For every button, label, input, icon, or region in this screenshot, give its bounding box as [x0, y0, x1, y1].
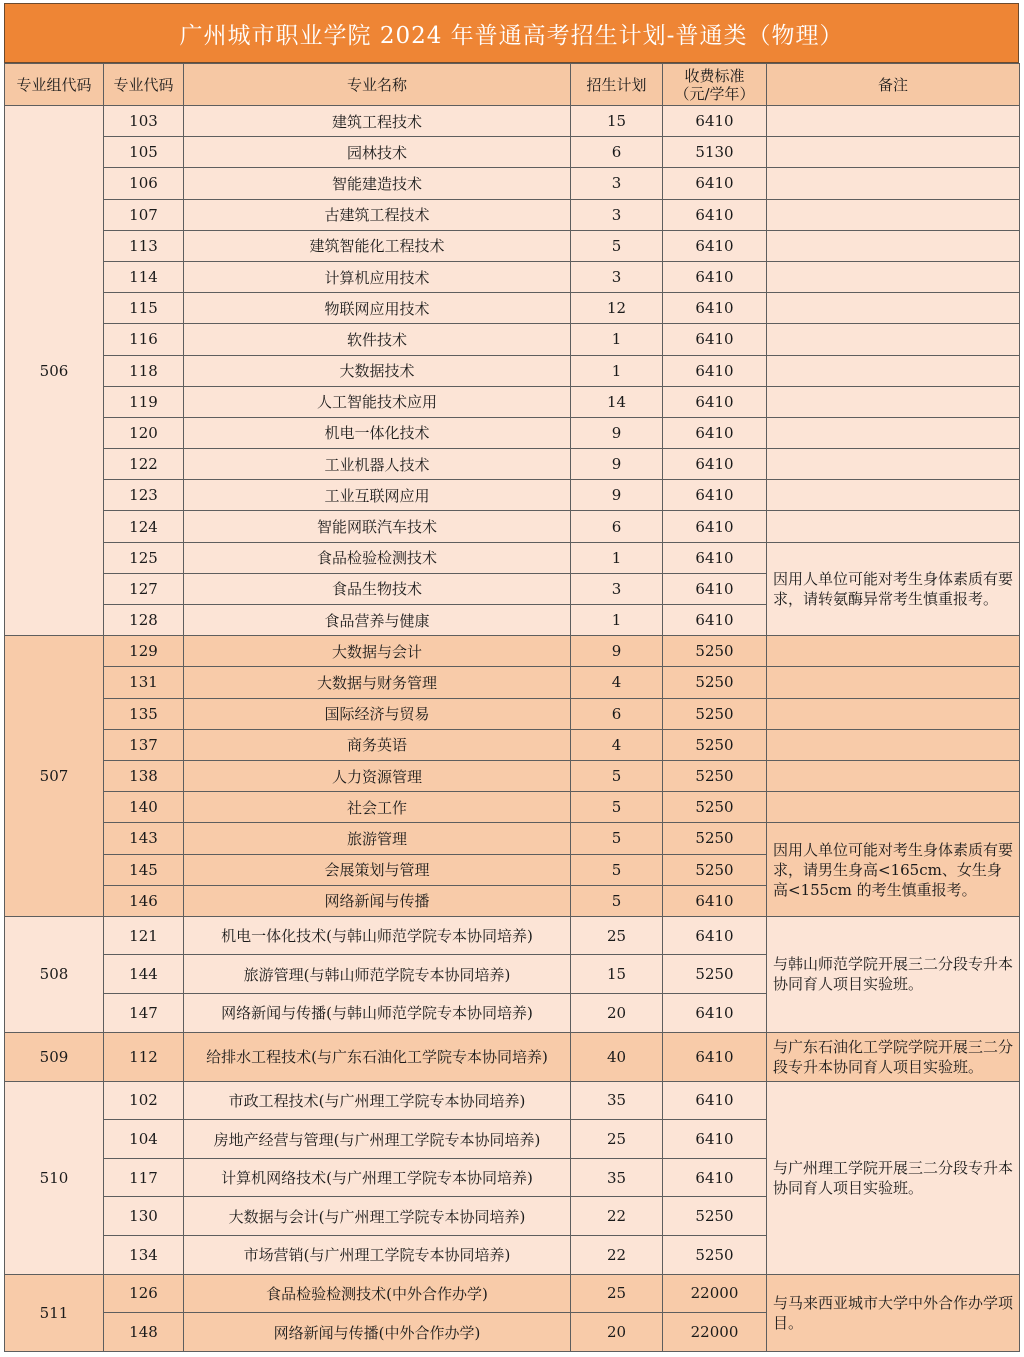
major-code-cell: 127	[104, 573, 184, 604]
fee-cell: 5250	[663, 698, 767, 729]
major-code-cell: 105	[104, 137, 184, 168]
admission-plan-table	[4, 63, 1020, 1352]
remark-cell	[767, 386, 1020, 417]
plan-cell: 22	[571, 1236, 663, 1275]
plan-cell: 6	[571, 698, 663, 729]
major-code-cell: 124	[104, 511, 184, 542]
header-major-code: 专业代码	[104, 64, 184, 106]
major-code-cell: 119	[104, 386, 184, 417]
fee-cell: 5250	[663, 1197, 767, 1236]
fee-cell: 6410	[663, 480, 767, 511]
fee-cell: 5250	[663, 636, 767, 667]
table-row	[5, 480, 1020, 511]
remark-cell: 与广州理工学院开展三二分段专升本协同育人项目实验班。	[767, 1081, 1020, 1274]
header-plan: 招生计划	[571, 64, 663, 106]
remark-cell: 与韩山师范学院开展三二分段专升本协同育人项目实验班。	[767, 916, 1020, 1032]
major-code-cell: 134	[104, 1236, 184, 1275]
major-code-cell: 147	[104, 994, 184, 1033]
page-title: 广州城市职业学院 2024 年普通高考招生计划-普通类（物理）	[4, 3, 1019, 63]
fee-cell: 6410	[663, 324, 767, 355]
remark-cell: 因用人单位可能对考生身体素质有要求，请男生身高<165cm、女生身高<155cm 的考生慎重报考。	[767, 823, 1020, 917]
major-name-cell: 食品生物技术	[184, 573, 571, 604]
major-name-cell: 计算机网络技术(与广州理工学院专本协同培养)	[184, 1158, 571, 1197]
plan-cell: 15	[571, 955, 663, 994]
fee-cell: 6410	[663, 293, 767, 324]
major-name-cell: 市政工程技术(与广州理工学院专本协同培养)	[184, 1081, 571, 1120]
table-row	[5, 199, 1020, 230]
fee-cell: 6410	[663, 355, 767, 386]
plan-cell: 3	[571, 573, 663, 604]
table-row	[5, 698, 1020, 729]
table-body	[5, 106, 1020, 1352]
major-name-cell: 食品检验检测技术	[184, 542, 571, 573]
table-row	[5, 261, 1020, 292]
major-code-cell: 121	[104, 916, 184, 955]
major-name-cell: 给排水工程技术(与广东石油化工学院专本协同培养)	[184, 1032, 571, 1081]
major-code-cell: 107	[104, 199, 184, 230]
plan-cell: 20	[571, 994, 663, 1033]
fee-cell: 5250	[663, 729, 767, 760]
major-code-cell: 104	[104, 1120, 184, 1159]
group-code-cell: 511	[5, 1274, 104, 1351]
plan-cell: 20	[571, 1313, 663, 1352]
fee-cell: 6410	[663, 573, 767, 604]
major-name-cell: 商务英语	[184, 729, 571, 760]
major-code-cell: 140	[104, 792, 184, 823]
major-code-cell: 117	[104, 1158, 184, 1197]
remark-cell	[767, 511, 1020, 542]
plan-cell: 3	[571, 199, 663, 230]
remark-cell	[767, 230, 1020, 261]
major-name-cell: 计算机应用技术	[184, 261, 571, 292]
table-row	[5, 667, 1020, 698]
fee-cell: 22000	[663, 1274, 767, 1313]
major-code-cell: 102	[104, 1081, 184, 1120]
header-fee-line1: 收费标准	[684, 66, 745, 85]
major-name-cell: 工业机器人技术	[184, 449, 571, 480]
table-row	[5, 168, 1020, 199]
table-row	[5, 823, 1020, 854]
major-code-cell: 148	[104, 1313, 184, 1352]
major-code-cell: 129	[104, 636, 184, 667]
major-name-cell: 园林技术	[184, 137, 571, 168]
fee-cell: 6410	[663, 542, 767, 573]
header-fee	[663, 64, 767, 106]
fee-cell: 5250	[663, 823, 767, 854]
major-code-cell: 137	[104, 729, 184, 760]
fee-cell: 5250	[663, 955, 767, 994]
major-name-cell: 建筑智能化工程技术	[184, 230, 571, 261]
fee-cell: 22000	[663, 1313, 767, 1352]
table-row	[5, 293, 1020, 324]
remark-cell: 与马来西亚城市大学中外合作办学项目。	[767, 1274, 1020, 1351]
major-code-cell: 131	[104, 667, 184, 698]
plan-cell: 4	[571, 667, 663, 698]
plan-cell: 5	[571, 230, 663, 261]
table-row	[5, 792, 1020, 823]
plan-cell: 4	[571, 729, 663, 760]
plan-cell: 1	[571, 542, 663, 573]
major-name-cell: 古建筑工程技术	[184, 199, 571, 230]
header-fee-line2: （元/学年）	[674, 84, 755, 103]
plan-cell: 1	[571, 355, 663, 386]
fee-cell: 6410	[663, 386, 767, 417]
major-name-cell: 人工智能技术应用	[184, 386, 571, 417]
table-row	[5, 1274, 1020, 1313]
table-row	[5, 324, 1020, 355]
header-group-code: 专业组代码	[5, 64, 104, 106]
major-name-cell: 建筑工程技术	[184, 106, 571, 137]
table-row	[5, 729, 1020, 760]
remark-cell	[767, 293, 1020, 324]
fee-cell: 6410	[663, 230, 767, 261]
fee-cell: 6410	[663, 449, 767, 480]
fee-cell: 6410	[663, 1081, 767, 1120]
major-name-cell: 网络新闻与传播(与韩山师范学院专本协同培养)	[184, 994, 571, 1033]
remark-cell	[767, 199, 1020, 230]
remark-cell	[767, 449, 1020, 480]
group-code-cell: 508	[5, 916, 104, 1032]
plan-cell: 6	[571, 511, 663, 542]
major-code-cell: 120	[104, 417, 184, 448]
major-name-cell: 会展策划与管理	[184, 854, 571, 885]
remark-cell	[767, 760, 1020, 791]
remark-cell	[767, 168, 1020, 199]
group-code-cell: 510	[5, 1081, 104, 1274]
fee-cell: 5250	[663, 792, 767, 823]
major-code-cell: 112	[104, 1032, 184, 1081]
major-name-cell: 软件技术	[184, 324, 571, 355]
major-name-cell: 旅游管理	[184, 823, 571, 854]
remark-cell	[767, 417, 1020, 448]
plan-cell: 5	[571, 885, 663, 916]
remark-cell: 与广东石油化工学院学院开展三二分段专升本协同育人项目实验班。	[767, 1032, 1020, 1081]
fee-cell: 6410	[663, 885, 767, 916]
remark-cell	[767, 636, 1020, 667]
fee-cell: 6410	[663, 261, 767, 292]
plan-cell: 25	[571, 1274, 663, 1313]
group-code-cell: 506	[5, 106, 104, 636]
fee-cell: 6410	[663, 994, 767, 1033]
remark-cell	[767, 355, 1020, 386]
major-name-cell: 网络新闻与传播	[184, 885, 571, 916]
table-row	[5, 636, 1020, 667]
major-code-cell: 125	[104, 542, 184, 573]
major-name-cell: 食品营养与健康	[184, 605, 571, 636]
table-row	[5, 386, 1020, 417]
remark-cell	[767, 137, 1020, 168]
major-name-cell: 机电一体化技术(与韩山师范学院专本协同培养)	[184, 916, 571, 955]
plan-cell: 3	[571, 168, 663, 199]
major-name-cell: 食品检验检测技术(中外合作办学)	[184, 1274, 571, 1313]
major-name-cell: 机电一体化技术	[184, 417, 571, 448]
plan-cell: 14	[571, 386, 663, 417]
table-row	[5, 916, 1020, 955]
major-name-cell: 智能网联汽车技术	[184, 511, 571, 542]
fee-cell: 6410	[663, 1032, 767, 1081]
fee-cell: 6410	[663, 1158, 767, 1197]
fee-cell: 5250	[663, 854, 767, 885]
fee-cell: 6410	[663, 1120, 767, 1159]
major-code-cell: 113	[104, 230, 184, 261]
fee-cell: 5250	[663, 760, 767, 791]
fee-cell: 5250	[663, 1236, 767, 1275]
table-row	[5, 1032, 1020, 1081]
group-code-cell: 509	[5, 1032, 104, 1081]
plan-cell: 1	[571, 605, 663, 636]
remark-cell	[767, 729, 1020, 760]
major-code-cell: 123	[104, 480, 184, 511]
table-row	[5, 417, 1020, 448]
plan-cell: 3	[571, 261, 663, 292]
plan-cell: 25	[571, 916, 663, 955]
admission-plan-document	[4, 3, 1019, 1352]
remark-cell	[767, 480, 1020, 511]
table-row	[5, 1081, 1020, 1120]
fee-cell: 6410	[663, 168, 767, 199]
major-code-cell: 122	[104, 449, 184, 480]
major-name-cell: 大数据与财务管理	[184, 667, 571, 698]
fee-cell: 5130	[663, 137, 767, 168]
major-name-cell: 房地产经营与管理(与广州理工学院专本协同培养)	[184, 1120, 571, 1159]
plan-cell: 15	[571, 106, 663, 137]
major-code-cell: 128	[104, 605, 184, 636]
remark-cell	[767, 261, 1020, 292]
plan-cell: 9	[571, 449, 663, 480]
table-header-row	[5, 64, 1020, 106]
table-row	[5, 106, 1020, 137]
major-code-cell: 130	[104, 1197, 184, 1236]
table-row	[5, 137, 1020, 168]
plan-cell: 12	[571, 293, 663, 324]
plan-cell: 5	[571, 792, 663, 823]
plan-cell: 6	[571, 137, 663, 168]
major-code-cell: 146	[104, 885, 184, 916]
fee-cell: 6410	[663, 417, 767, 448]
remark-cell	[767, 792, 1020, 823]
plan-cell: 35	[571, 1158, 663, 1197]
group-code-cell: 507	[5, 636, 104, 917]
major-name-cell: 旅游管理(与韩山师范学院专本协同培养)	[184, 955, 571, 994]
major-name-cell: 网络新闻与传播(中外合作办学)	[184, 1313, 571, 1352]
table-row	[5, 542, 1020, 573]
table-row	[5, 511, 1020, 542]
fee-cell: 5250	[663, 667, 767, 698]
plan-cell: 22	[571, 1197, 663, 1236]
remark-cell	[767, 667, 1020, 698]
major-name-cell: 工业互联网应用	[184, 480, 571, 511]
plan-cell: 5	[571, 760, 663, 791]
major-code-cell: 144	[104, 955, 184, 994]
major-name-cell: 大数据与会计	[184, 636, 571, 667]
fee-cell: 6410	[663, 511, 767, 542]
plan-cell: 40	[571, 1032, 663, 1081]
major-code-cell: 143	[104, 823, 184, 854]
fee-cell: 6410	[663, 106, 767, 137]
major-code-cell: 106	[104, 168, 184, 199]
table-row	[5, 760, 1020, 791]
major-name-cell: 智能建造技术	[184, 168, 571, 199]
plan-cell: 5	[571, 854, 663, 885]
major-code-cell: 145	[104, 854, 184, 885]
fee-cell: 6410	[663, 199, 767, 230]
plan-cell: 1	[571, 324, 663, 355]
remark-cell	[767, 324, 1020, 355]
major-name-cell: 市场营销(与广州理工学院专本协同培养)	[184, 1236, 571, 1275]
major-code-cell: 116	[104, 324, 184, 355]
header-remark: 备注	[767, 64, 1020, 106]
plan-cell: 9	[571, 417, 663, 448]
major-code-cell: 103	[104, 106, 184, 137]
remark-cell	[767, 698, 1020, 729]
major-code-cell: 126	[104, 1274, 184, 1313]
major-name-cell: 大数据与会计(与广州理工学院专本协同培养)	[184, 1197, 571, 1236]
major-code-cell: 115	[104, 293, 184, 324]
fee-cell: 6410	[663, 605, 767, 636]
major-name-cell: 社会工作	[184, 792, 571, 823]
major-code-cell: 135	[104, 698, 184, 729]
major-name-cell: 人力资源管理	[184, 760, 571, 791]
plan-cell: 25	[571, 1120, 663, 1159]
plan-cell: 9	[571, 636, 663, 667]
table-row	[5, 355, 1020, 386]
plan-cell: 5	[571, 823, 663, 854]
major-name-cell: 物联网应用技术	[184, 293, 571, 324]
table-row	[5, 230, 1020, 261]
major-name-cell: 国际经济与贸易	[184, 698, 571, 729]
major-name-cell: 大数据技术	[184, 355, 571, 386]
major-code-cell: 114	[104, 261, 184, 292]
major-code-cell: 118	[104, 355, 184, 386]
header-major-name: 专业名称	[184, 64, 571, 106]
remark-cell	[767, 106, 1020, 137]
remark-cell: 因用人单位可能对考生身体素质有要求，请转氨酶异常考生慎重报考。	[767, 542, 1020, 636]
major-code-cell: 138	[104, 760, 184, 791]
table-row	[5, 449, 1020, 480]
fee-cell: 6410	[663, 916, 767, 955]
plan-cell: 9	[571, 480, 663, 511]
plan-cell: 35	[571, 1081, 663, 1120]
